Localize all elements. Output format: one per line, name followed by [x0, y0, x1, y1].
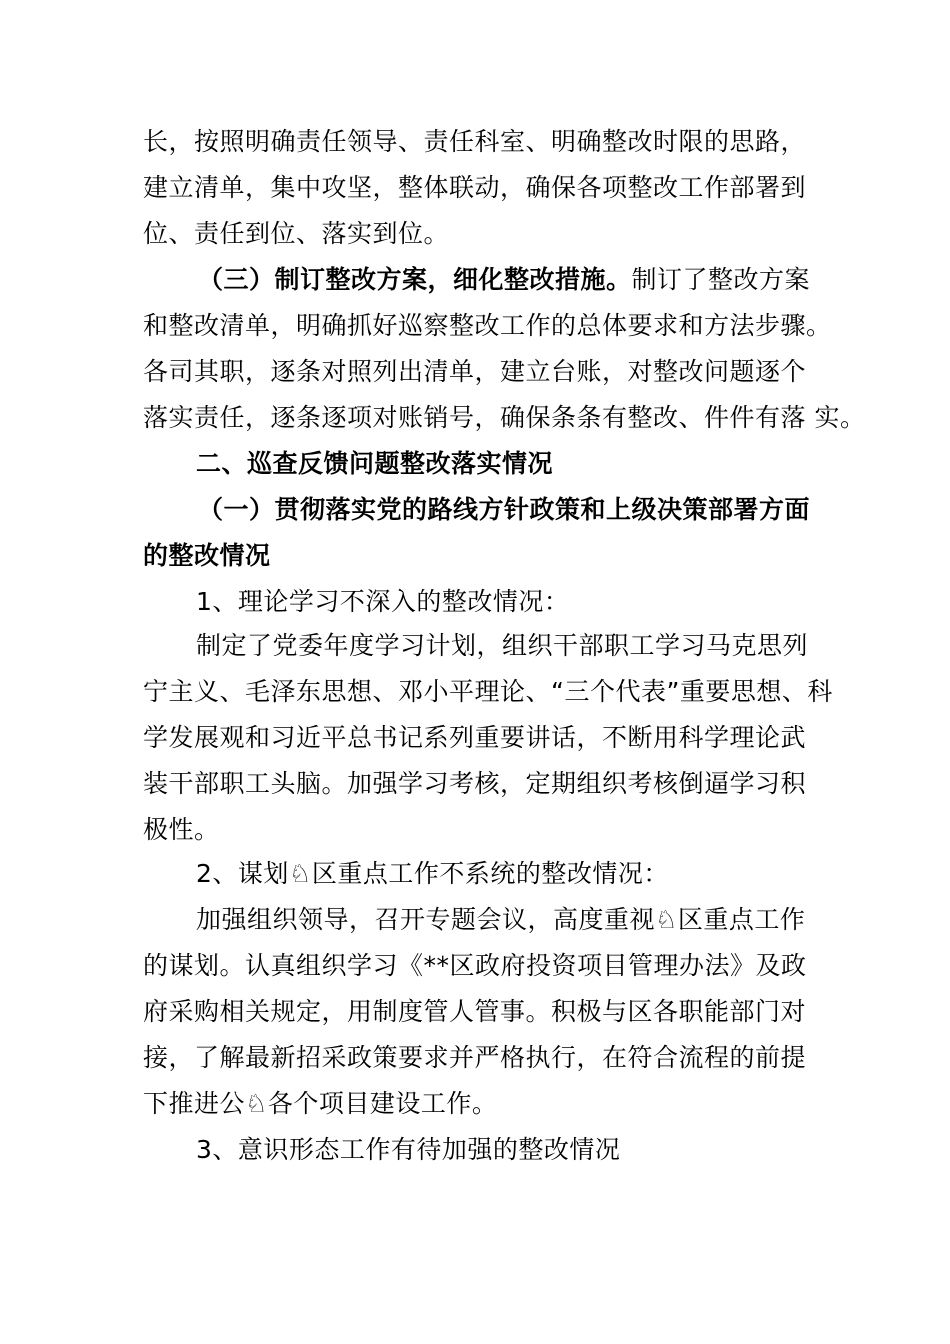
text-line — [198, 265, 810, 295]
text-line: 建立清单，集中攻坚，整体联动，确保各项整改工作部署到 — [143, 173, 807, 202]
text-line: 加强组织领导，召开专题会议，高度重视♘区重点工作 — [196, 905, 806, 934]
text-line: 接，了解最新招采政策要求并严格执行，在符合流程的前提 — [143, 1043, 807, 1072]
text-line: 极性。 — [143, 815, 220, 844]
text-line: 宁主义、毛泽东思想、邓小平理论、“三个代表”重要思想、科 — [143, 677, 833, 706]
subsection-title-cont: 的整改情况 — [143, 541, 271, 570]
text-line: 学发展观和习近平总书记系列重要讲话，不断用科学理论武 — [143, 723, 807, 752]
section-heading-3: （三）制订整改方案，细化整改措施。 — [198, 265, 632, 294]
text-line: 长，按照明确责任领导、责任科室、明确整改时限的思路， — [143, 127, 807, 156]
text-line: 府采购相关规定，用制度管人管事。积极与区各职能部门对 — [143, 997, 807, 1026]
text-line: 落实责任，逐条逐项对账销号，确保条条有整改、件件有落 实。 — [143, 403, 866, 432]
text-line: 制定了党委年度学习计划，组织干部职工学习马克思列 — [196, 631, 809, 660]
text-line: 的谋划。认真组织学习《**区政府投资项目管理办法》及政 — [143, 951, 807, 980]
text-line: 位、责任到位、落实到位。 — [143, 219, 450, 248]
item-heading: 1、理论学习不深入的整改情况： — [196, 587, 570, 616]
text-run: 制订了整改方案 — [631, 265, 811, 294]
item-heading: 3、意识形态工作有待加强的整改情况 — [196, 1135, 621, 1164]
section-title: 二、巡查反馈问题整改落实情况 — [196, 449, 554, 478]
text-line: 装干部职工头脑。加强学习考核，定期组织考核倒逼学习积 — [143, 769, 807, 798]
item-heading: 2、谋划♘区重点工作不系统的整改情况： — [196, 859, 669, 888]
text-line: 和整改清单，明确抓好巡察整改工作的总体要求和方法步骤。 — [143, 311, 832, 340]
text-line: 下推进公♘各个项目建设工作。 — [143, 1089, 498, 1118]
subsection-title: （一）贯彻落实党的路线方针政策和上级决策部署方面 — [198, 495, 811, 524]
text-line: 各司其职，逐条对照列出清单，建立台账，对整改问题逐个 — [143, 357, 807, 386]
